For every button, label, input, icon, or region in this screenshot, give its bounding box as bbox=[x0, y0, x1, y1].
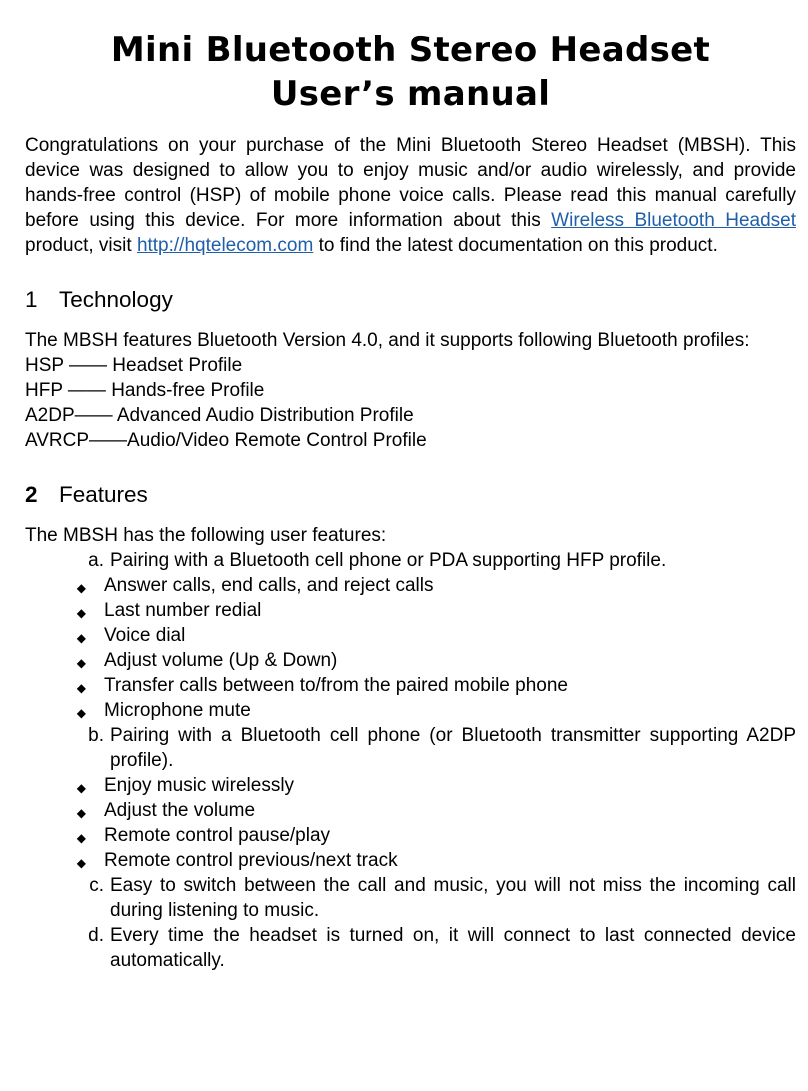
intro-text: Congratulations on your purchase of the Mini Bluetooth Stereo Headset (MBSH). This device was designed to allow you to enjoy music and/or audio wirelessly, and provide hands-free control (HSP) of mobile phone voice calls. Please read this manual carefully before using this device. For more information about this bbox=[25, 135, 796, 231]
feature-a-marker: a. bbox=[88, 550, 104, 571]
section-1-lead: The MBSH features Bluetooth Version 4.0, and it supports following Bluetooth profiles: bbox=[25, 330, 750, 351]
list-item bbox=[25, 673, 796, 698]
feature-a-bullet-2: Last number redial bbox=[104, 600, 262, 621]
list-item bbox=[25, 598, 796, 623]
title-line-2: User’s manual bbox=[270, 74, 551, 114]
list-item bbox=[25, 773, 796, 798]
feature-b-text: Pairing with a Bluetooth cell phone (or Bluetooth transmitter supporting A2DP profile). bbox=[110, 725, 796, 771]
section-2-body bbox=[25, 523, 796, 973]
section-2-heading bbox=[25, 480, 796, 510]
diamond-bullet-icon: ◆ bbox=[76, 656, 86, 670]
diamond-bullet-icon: ◆ bbox=[76, 631, 86, 645]
document-title bbox=[25, 28, 796, 116]
section-1-heading bbox=[25, 285, 796, 315]
feature-a-bullet-6: Microphone mute bbox=[104, 700, 251, 721]
section-1-title: Technology bbox=[59, 287, 173, 312]
feature-d-text: Every time the headset is turned on, it will connect to last connected device automatically. bbox=[110, 925, 796, 971]
profile-a2dp: A2DP—— Advanced Audio Distribution Profile bbox=[25, 405, 414, 426]
list-item bbox=[25, 648, 796, 673]
intro-paragraph bbox=[25, 133, 796, 258]
manual-page bbox=[25, 28, 796, 973]
feature-a-bullet-1: Answer calls, end calls, and reject calls bbox=[104, 575, 434, 596]
feature-c-marker: c. bbox=[89, 875, 104, 896]
list-item bbox=[25, 623, 796, 648]
list-item bbox=[25, 798, 796, 823]
diamond-bullet-icon: ◆ bbox=[76, 681, 86, 695]
feature-d-marker: d. bbox=[88, 925, 104, 946]
feature-c bbox=[25, 873, 796, 923]
profile-avrcp: AVRCP——Audio/Video Remote Control Profile bbox=[25, 430, 427, 451]
feature-b-bullet-1: Enjoy music wirelessly bbox=[104, 775, 295, 796]
diamond-bullet-icon: ◆ bbox=[76, 606, 86, 620]
section-2-number: 2 bbox=[25, 482, 38, 507]
diamond-bullet-icon: ◆ bbox=[76, 581, 86, 595]
list-item bbox=[25, 573, 796, 598]
section-1-body bbox=[25, 328, 796, 453]
diamond-bullet-icon: ◆ bbox=[76, 831, 86, 845]
title-line-1: Mini Bluetooth Stereo Headset bbox=[110, 30, 711, 70]
profile-hfp: HFP —— Hands-free Profile bbox=[25, 380, 265, 401]
diamond-bullet-icon: ◆ bbox=[76, 806, 86, 820]
feature-a-bullet-5: Transfer calls between to/from the paired mobile phone bbox=[104, 675, 568, 696]
feature-b-bullet-3: Remote control pause/play bbox=[104, 825, 331, 846]
diamond-bullet-icon: ◆ bbox=[76, 856, 86, 870]
feature-b-marker: b. bbox=[88, 725, 104, 746]
feature-a bbox=[25, 548, 796, 573]
hqtelecom-link[interactable]: http://hqtelecom.com bbox=[136, 235, 314, 256]
feature-b-bullet-4: Remote control previous/next track bbox=[104, 850, 398, 871]
feature-b bbox=[25, 723, 796, 773]
section-2-lead: The MBSH has the following user features: bbox=[25, 525, 387, 546]
feature-d bbox=[25, 923, 796, 973]
intro-text-mid: product, visit bbox=[25, 235, 137, 256]
list-item bbox=[25, 823, 796, 848]
feature-b-bullet-2: Adjust the volume bbox=[104, 800, 256, 821]
feature-c-text: Easy to switch between the call and music, you will not miss the incoming call during listening to music. bbox=[110, 875, 796, 921]
intro-text-end: to find the latest documentation on this product. bbox=[313, 235, 718, 256]
list-item bbox=[25, 848, 796, 873]
feature-a-bullet-3: Voice dial bbox=[104, 625, 186, 646]
list-item bbox=[25, 698, 796, 723]
wireless-headset-link[interactable]: Wireless Bluetooth Headset bbox=[551, 210, 796, 231]
section-1-number: 1 bbox=[25, 287, 38, 312]
feature-a-bullet-4: Adjust volume (Up & Down) bbox=[104, 650, 338, 671]
diamond-bullet-icon: ◆ bbox=[76, 781, 86, 795]
section-2-title: Features bbox=[59, 482, 148, 507]
feature-a-text: Pairing with a Bluetooth cell phone or PDA supporting HFP profile. bbox=[110, 550, 667, 571]
diamond-bullet-icon: ◆ bbox=[76, 706, 86, 720]
profile-hsp: HSP —— Headset Profile bbox=[25, 355, 243, 376]
